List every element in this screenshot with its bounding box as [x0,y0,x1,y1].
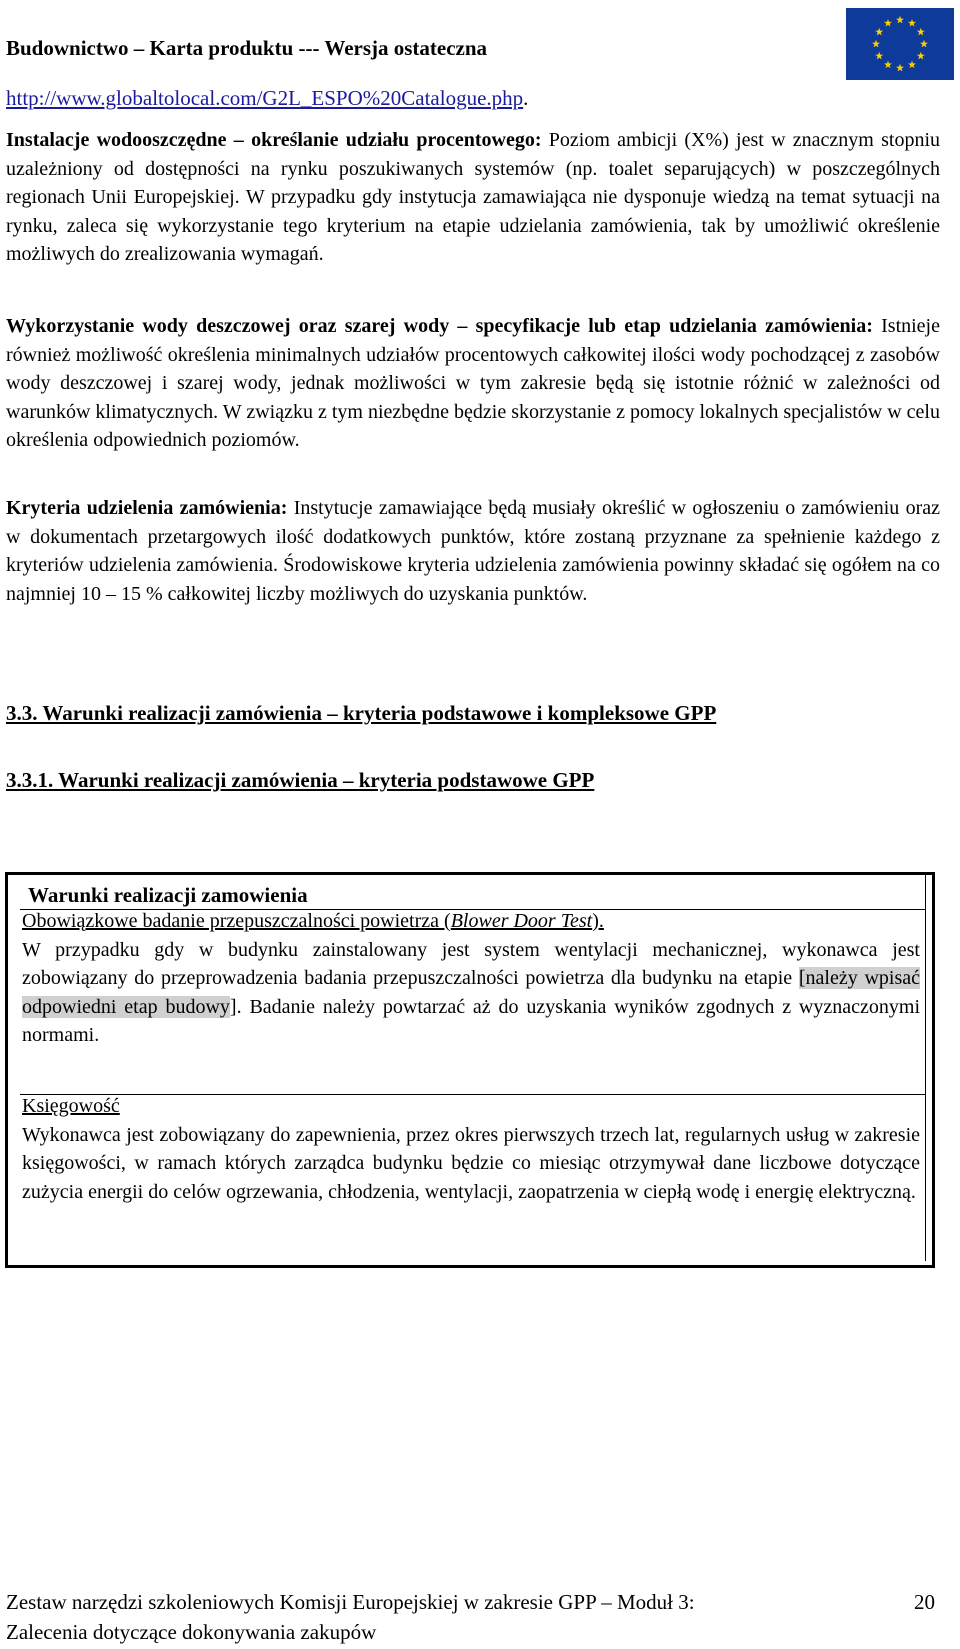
eu-star-icon [875,28,883,36]
eu-star-icon [908,61,916,69]
footer-line-2: Zalecenia dotyczące dokonywania zakupów [6,1620,377,1644]
section-heading-3-3 [6,701,716,726]
paragraph-award-criteria-heading: Kryteria udzielenia zamówienia: [6,497,288,519]
paragraph-award-criteria [6,494,940,608]
eu-star-icon [920,40,928,48]
accounting-content [22,1092,920,1206]
blower-door-test-text-a: W przypadku gdy w budynku zainstalowany jest system wentylacji mechanicznej, wykonawca jest zobowiązany do przeprowadzenia badania przepuszczalności powietrza dla budynku na etapie [22,938,920,989]
blower-door-title-b: ). [592,910,604,932]
eu-flag-stars [846,8,954,80]
section-heading-3-3-1 [6,768,594,793]
catalogue-link[interactable]: http://www.globaltolocal.com/G2L_ESPO%20Catalogue.php [6,86,524,110]
paragraph-award-criteria-text: Instytucje zamawiające będą musiały określić w ogłoszeniu o zamówieniu oraz w dokumentach przetargowych ilość dodatkowych punktów, które zostaną przyznane za spełnienie każdego z kryteriów udzielenia zamówienia. Środowiskowe kryteria udzielenia zamówienia powinny składać się ogółem na co najmniej 10 – 15 % całkowitej liczby możliwych do uzyskania punktów. [6,497,941,605]
blower-door-test-content [22,907,920,1050]
page-number: 20 [914,1590,935,1614]
blower-door-test-text-b: ]. Badanie należy powtarzać aż do uzyskania wyników zgodnych z wyznaczonymi normami. [22,995,920,1046]
eu-star-icon [917,52,925,60]
accounting-title: Księgowość [22,1095,120,1117]
blower-door-title-a: Obowiązkowe badanie przepuszczalności powietrza ( [22,910,451,932]
paragraph-water-saving-text: Poziom ambicji (X%) jest w znacznym stopniu uzależniony od dostępności na rynku poszukiwanych systemów (np. toalet separujących) w poszczególnych regionach Unii Europejskiej. [6,129,940,208]
link-suffix: . [523,86,529,110]
blower-door-test-cell [20,910,926,1095]
eu-star-icon [908,19,916,27]
eu-star-icon [884,19,892,27]
paragraph-rainwater [6,312,940,455]
paragraph-water-saving-heading: Instalacje wodooszczędne – określanie udziału procentowego: [6,129,542,151]
section-heading-3-3-1-text: 3.3.1. Warunki realizacji zamówienia – kryteria podstawowe GPP [6,768,595,792]
eu-star-icon [875,52,883,60]
catalogue-link-line [6,86,528,111]
blower-door-test-placeholder: [należy wpisać odpowiedni etap budowy [22,967,920,1018]
eu-flag-icon [846,8,954,80]
paragraph-rainwater-heading: Wykorzystanie wody deszczowej oraz szarej wody – specyfikacje lub etap udzielania zamówienia: [6,315,873,337]
document-header-title: Budownictwo – Karta produktu --- Wersja ostateczna [6,36,488,60]
blower-door-title-italic: Blower Door Test [450,910,593,932]
accounting-text: Wykonawca jest zobowiązany do zapewnienia, przez okres pierwszych trzech lat, regularnych usług w zakresie księgowości, w ramach których zarządca budynku będzie co miesiąc otrzymywał dane liczbowe dotyczące zużycia energii do celów ogrzewania, chłodzenia, wentylacji, zaopatrzenia w ciepłą wodę i energię elektryczną. [22,1123,920,1203]
section-heading-3-3-text: 3.3. Warunki realizacji zamówienia – kryteria podstawowe i kompleksowe GPP [6,701,717,725]
eu-star-icon [884,61,892,69]
paragraph-rainwater-text: Istnieje również możliwość określenia minimalnych udziałów procentowych całkowitej ilości wody pochodzącej z zasobów wody deszczowej i szarej wody, jednak możliwości w tym zakresie będą się istotnie różnić w zależności od warunków klimatycznych. W związku z tym niezbędne będzie skorzystanie z pomocy lokalnych specjalistów w celu określenia odpowiednich poziomów. [6,315,940,451]
paragraph-water-saving [6,126,940,269]
contract-conditions-box-title: Warunki realizacji zamowienia [20,875,926,910]
paragraph-water-saving-text-2: W przypadku gdy instytucja zamawiająca nie dysponuje wiedzą na temat sytuacji na rynku, zaleca się wykorzystanie tego kryterium na etapie udzielania zamówienia, tak by umożliwić określenie możliwych do zrealizowania wymagań. [6,186,940,265]
eu-star-icon [872,40,880,48]
eu-star-icon [917,28,925,36]
eu-star-icon [896,16,904,24]
footer-line-1: Zestaw narzędzi szkoleniowych Komisji Europejskiej w zakresie GPP – Moduł 3: [6,1590,695,1614]
page-footer [6,1587,846,1647]
contract-conditions-box [5,872,935,1268]
eu-star-icon [896,64,904,72]
blower-door-test-title [22,910,604,932]
accounting-cell [20,1095,926,1261]
